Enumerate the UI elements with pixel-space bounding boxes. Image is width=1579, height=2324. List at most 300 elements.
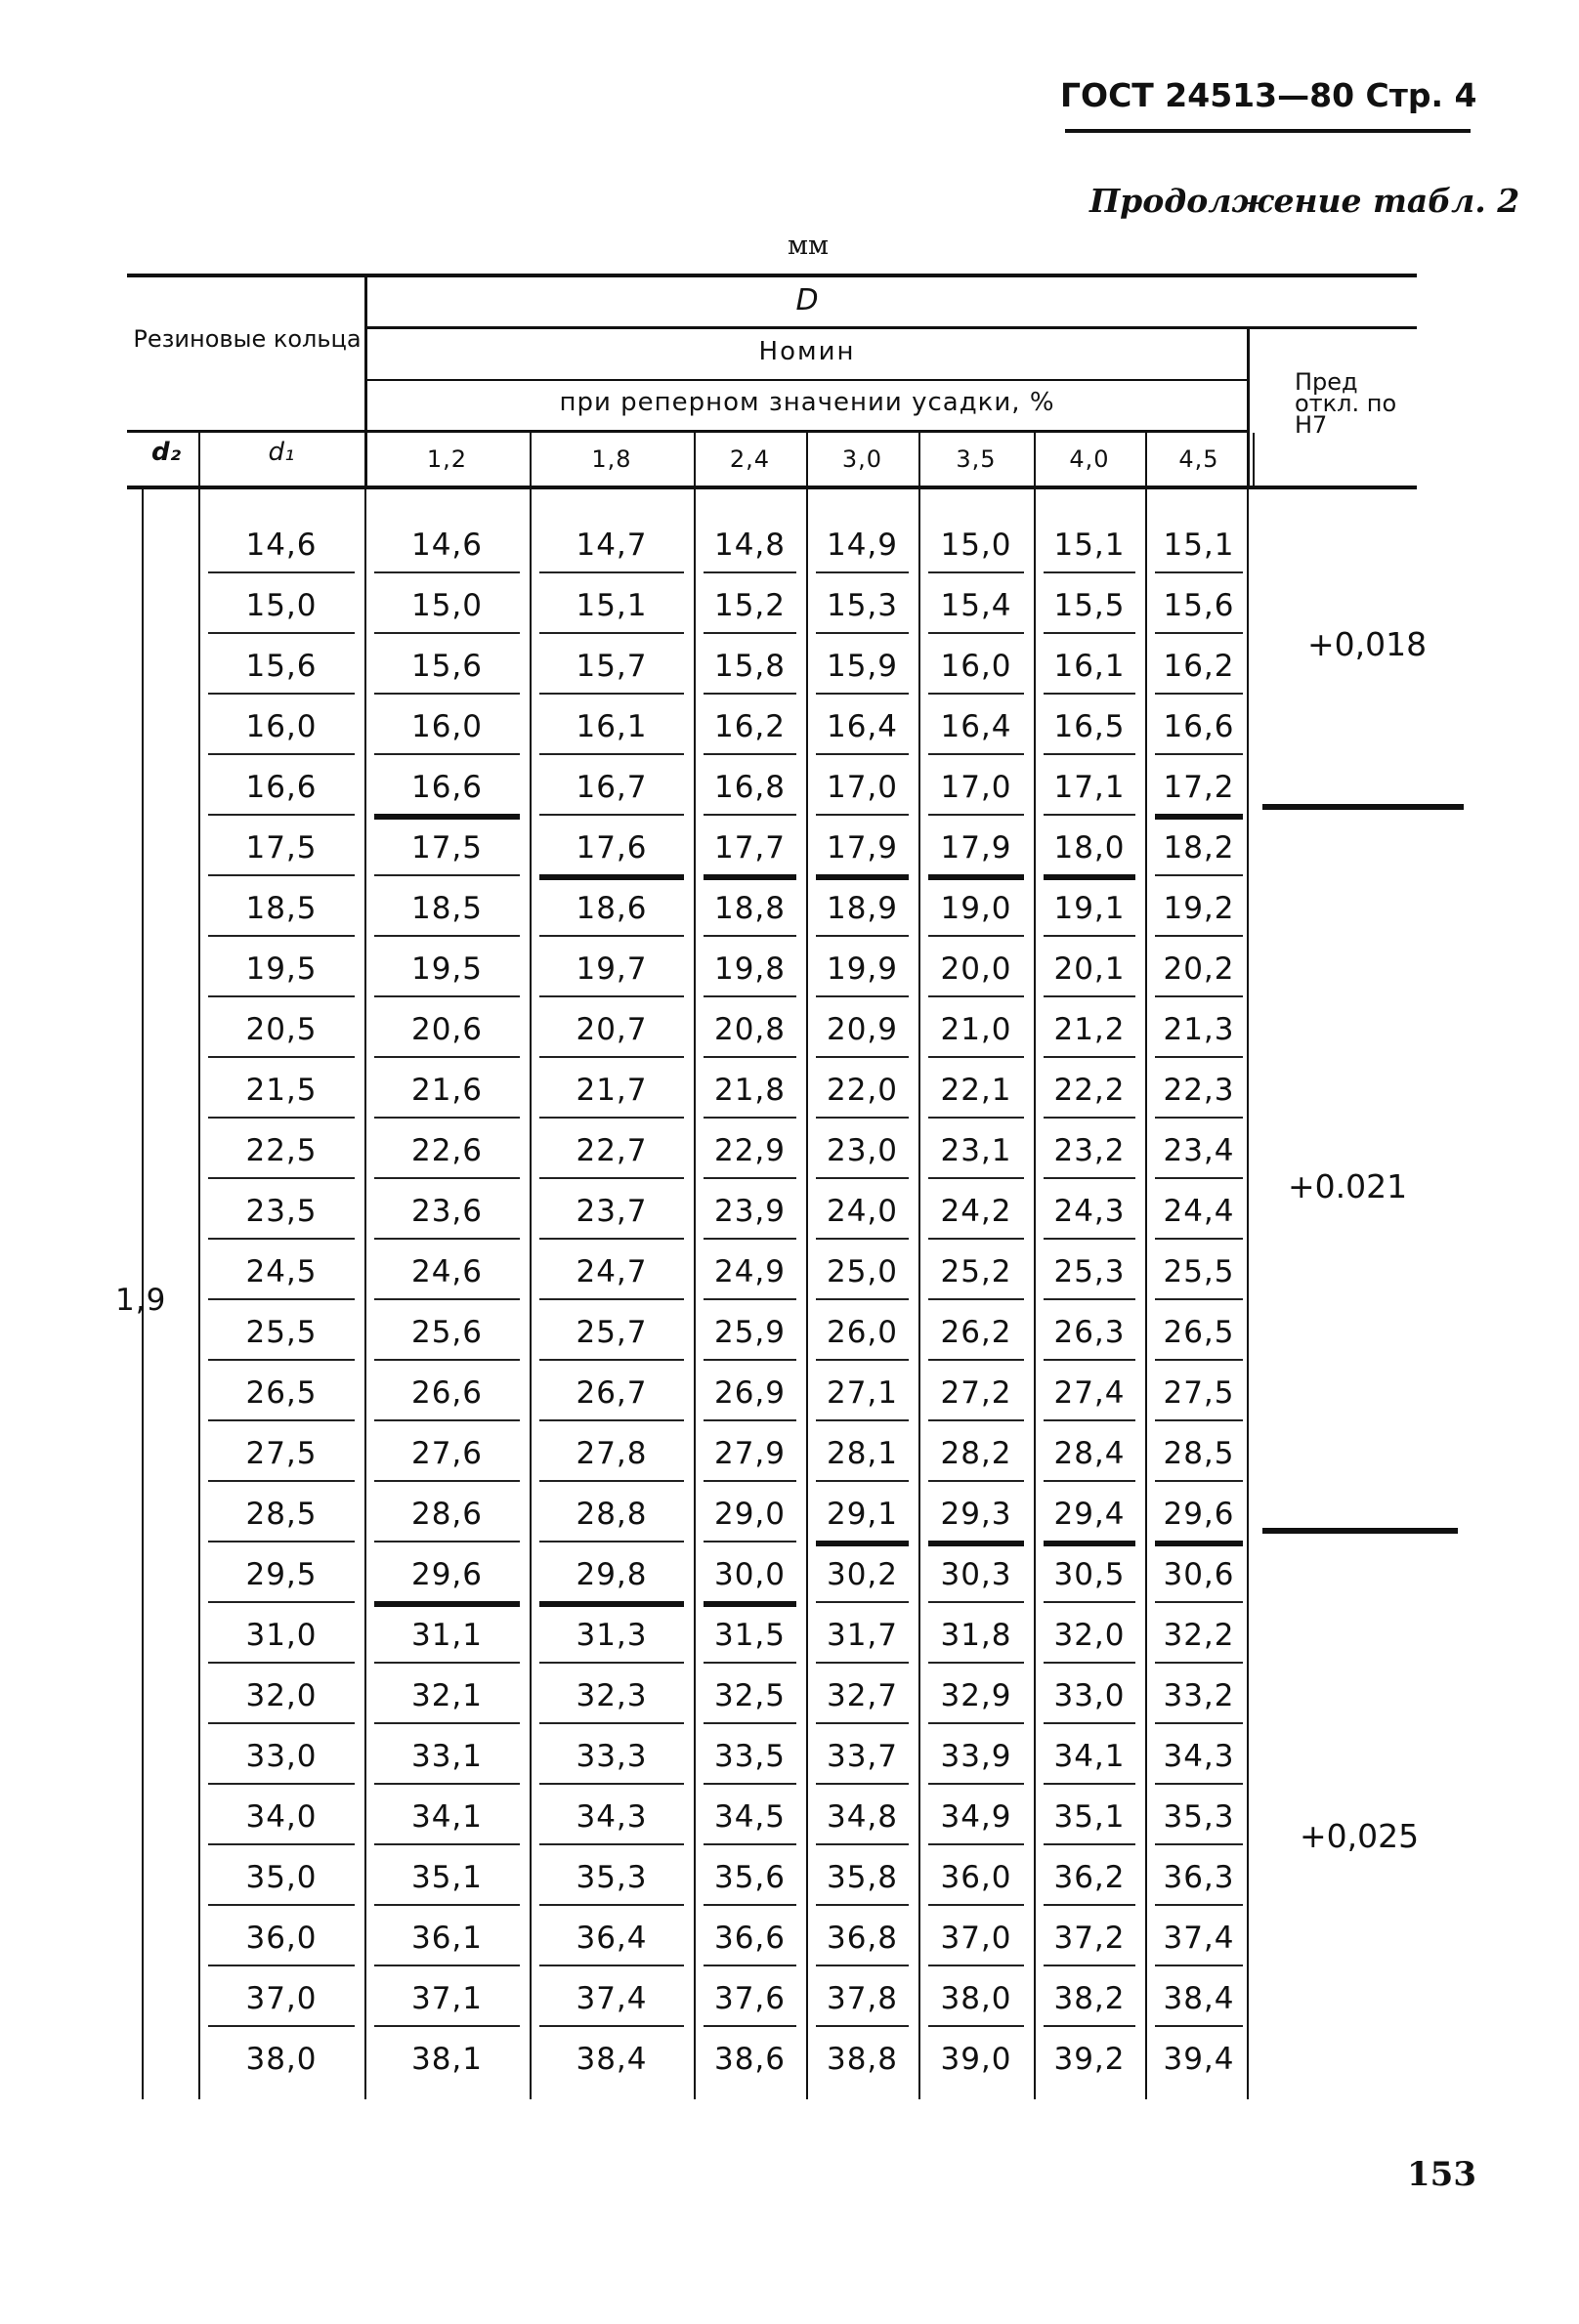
nominal-D-value: 15,1 <box>576 588 648 623</box>
nominal-D-value: 30,6 <box>1163 1557 1235 1592</box>
cell-underline <box>1155 1419 1243 1421</box>
cell-underline <box>208 1056 355 1058</box>
cell-underline <box>208 1904 355 1906</box>
nominal-D-value: 24,4 <box>1163 1194 1235 1229</box>
cell-underline <box>539 693 684 695</box>
nominal-D-value: 24,6 <box>410 1254 484 1289</box>
cell-underline <box>928 1601 1024 1603</box>
d1-value: 14,6 <box>245 528 318 563</box>
nominal-D-value: 33,1 <box>410 1739 484 1774</box>
nominal-D-value: 37,6 <box>713 1981 787 2016</box>
nominal-D-value: 38,2 <box>1053 1981 1126 2016</box>
nominal-D-value: 14,7 <box>576 528 648 563</box>
nominal-D-value: 24,3 <box>1053 1194 1126 1229</box>
cell-underline <box>704 693 796 695</box>
cell-underline <box>816 814 909 816</box>
d1-value: 35,0 <box>245 1860 318 1895</box>
shrinkage-header-7: 4,5 <box>1178 445 1219 473</box>
nominal-D-value: 24,2 <box>940 1194 1012 1229</box>
nominal-D-value: 32,9 <box>940 1678 1012 1713</box>
d1-value: 27,5 <box>245 1436 318 1471</box>
cell-underline <box>816 1601 909 1603</box>
nominal-D-value: 16,4 <box>940 709 1012 744</box>
cell-underline <box>704 995 796 997</box>
cell-underline <box>374 1117 520 1119</box>
cell-underline <box>374 1965 520 1966</box>
nominal-D-value: 16,0 <box>410 709 484 744</box>
nominal-D-value: 23,4 <box>1163 1133 1235 1168</box>
cell-underline <box>1044 1843 1135 1845</box>
nominal-D-value: 16,6 <box>1163 709 1235 744</box>
nominal-D-value: 30,2 <box>826 1557 899 1592</box>
nominal-D-value: 18,6 <box>576 891 648 926</box>
nominal-D-value: 25,5 <box>1163 1254 1235 1289</box>
cell-underline <box>208 1177 355 1179</box>
nominal-D-value: 29,0 <box>713 1497 787 1532</box>
nominal-D-value: 28,4 <box>1053 1436 1126 1471</box>
cell-underline <box>539 1056 684 1058</box>
nominal-D-value: 19,8 <box>713 951 787 987</box>
cell-underline <box>374 1359 520 1361</box>
nominal-D-value: 17,0 <box>940 770 1012 805</box>
nominal-D-value: 27,1 <box>826 1375 899 1411</box>
nominal-D-value: 22,7 <box>576 1133 648 1168</box>
nominal-D-value: 29,3 <box>940 1497 1012 1532</box>
nominal-D-value: 36,3 <box>1163 1860 1235 1895</box>
cell-underline <box>928 1177 1024 1179</box>
nominal-D-value: 25,3 <box>1053 1254 1126 1289</box>
nominal-D-value: 27,8 <box>576 1436 648 1471</box>
nominal-D-value: 26,2 <box>940 1315 1012 1350</box>
column-divider <box>1253 433 1255 486</box>
cell-underline <box>208 1541 355 1542</box>
cell-underline <box>208 1117 355 1119</box>
cell-underline <box>1044 1117 1135 1119</box>
cell-underline <box>704 1541 796 1542</box>
cell-underline <box>539 571 684 573</box>
cell-underline <box>539 1359 684 1361</box>
nominal-D-value: 18,0 <box>1053 830 1126 866</box>
cell-underline <box>1044 1480 1135 1482</box>
cell-underline <box>704 1238 796 1240</box>
cell-underline <box>1155 632 1243 634</box>
page-number: 153 <box>1407 2155 1476 2194</box>
cell-underline <box>704 1056 796 1058</box>
cell-underline <box>928 1480 1024 1482</box>
header-D-rule <box>367 326 1417 329</box>
cell-underline <box>1044 753 1135 755</box>
nominal-D-value: 20,0 <box>940 951 1012 987</box>
cell-underline <box>928 753 1024 755</box>
cell-underline <box>928 1056 1024 1058</box>
d1-value: 24,5 <box>245 1254 318 1289</box>
shrinkage-header-1: 1,2 <box>426 445 468 473</box>
nominal-D-value: 21,2 <box>1053 1012 1126 1047</box>
nominal-D-value: 19,5 <box>410 951 484 987</box>
nominal-D-value: 38,1 <box>410 2042 484 2077</box>
cell-underline <box>928 1238 1024 1240</box>
nominal-D-value: 36,8 <box>826 1921 899 1956</box>
cell-underline <box>374 1722 520 1724</box>
cell-underline <box>539 1541 684 1542</box>
cell-underline <box>816 1965 909 1966</box>
cell-underline <box>1155 995 1243 997</box>
nominal-D-value: 17,5 <box>410 830 484 866</box>
cell-underline <box>208 874 355 876</box>
cell-underline <box>539 1419 684 1421</box>
nominal-D-value: 33,0 <box>1053 1678 1126 1713</box>
cell-underline <box>704 632 796 634</box>
nominal-D-value: 26,3 <box>1053 1315 1126 1350</box>
nominal-D-value: 20,1 <box>1053 951 1126 987</box>
cell-underline <box>704 935 796 937</box>
d1-value: 26,5 <box>245 1375 318 1411</box>
cell-underline <box>208 1843 355 1845</box>
nominal-D-value: 26,7 <box>576 1375 648 1411</box>
nominal-D-value: 19,1 <box>1053 891 1126 926</box>
cell-underline <box>816 1117 909 1119</box>
cell-underline <box>208 571 355 573</box>
cell-underline <box>374 1238 520 1240</box>
nominal-D-value: 33,2 <box>1163 1678 1235 1713</box>
nominal-D-value: 38,6 <box>713 2042 787 2077</box>
nominal-D-value: 35,3 <box>1163 1799 1235 1835</box>
cell-underline <box>704 1662 796 1664</box>
cell-underline <box>1044 1722 1135 1724</box>
nominal-D-value: 21,3 <box>1163 1012 1235 1047</box>
cell-underline <box>374 571 520 573</box>
nominal-D-value: 36,4 <box>576 1921 648 1956</box>
nominal-D-value: 15,1 <box>1053 528 1126 563</box>
d1-value: 18,5 <box>245 891 318 926</box>
tolerance-caption: Пред откл. по H7 <box>1295 368 1397 439</box>
cell-underline <box>1044 693 1135 695</box>
nominal-D-value: 32,5 <box>713 1678 787 1713</box>
nominal-D-value: 35,8 <box>826 1860 899 1895</box>
nominal-D-value: 21,8 <box>713 1073 787 1108</box>
nominal-D-value: 34,1 <box>1053 1739 1126 1774</box>
nominal-D-value: 18,8 <box>713 891 787 926</box>
column-divider <box>1145 433 1147 2099</box>
nominal-D-value: 16,4 <box>826 709 899 744</box>
nominal-D-value: 29,6 <box>1163 1497 1235 1532</box>
header-nominal-rule <box>367 379 1247 381</box>
nominal-D-value: 30,0 <box>713 1557 787 1592</box>
nominal-D-value: 22,6 <box>410 1133 484 1168</box>
nominal-D-value: 27,5 <box>1163 1375 1235 1411</box>
nominal-D-value: 16,7 <box>576 770 648 805</box>
cell-underline <box>816 935 909 937</box>
cell-underline <box>539 1117 684 1119</box>
cell-underline <box>208 1783 355 1785</box>
nominal-D-value: 22,0 <box>826 1073 899 1108</box>
nominal-D-value: 32,3 <box>576 1678 648 1713</box>
d1-caption: d₁ <box>268 438 295 467</box>
cell-underline <box>374 995 520 997</box>
cell-underline <box>539 1480 684 1482</box>
cell-underline <box>539 1238 684 1240</box>
cell-underline <box>1044 814 1135 816</box>
column-divider <box>1034 433 1036 2099</box>
cell-underline <box>928 1117 1024 1119</box>
nominal-D-value: 18,5 <box>410 891 484 926</box>
cell-underline <box>816 1238 909 1240</box>
cell-underline <box>704 571 796 573</box>
cell-underline <box>208 693 355 695</box>
d1-value: 22,5 <box>245 1133 318 1168</box>
cell-underline <box>816 2025 909 2027</box>
table-continuation-title: Продолжение табл. 2 <box>1089 182 1520 220</box>
cell-underline <box>816 995 909 997</box>
cell-underline <box>1155 1662 1243 1664</box>
cell-underline <box>928 571 1024 573</box>
column-divider <box>364 433 366 2099</box>
nominal-D-value: 15,4 <box>940 588 1012 623</box>
d1-value: 20,5 <box>245 1012 318 1047</box>
cell-underline <box>374 1662 520 1664</box>
cell-underline <box>208 1601 355 1603</box>
cell-underline <box>539 1783 684 1785</box>
nominal-D-value: 32,2 <box>1163 1618 1235 1653</box>
nominal-D-value: 28,5 <box>1163 1436 1235 1471</box>
cell-underline <box>1155 2025 1243 2027</box>
nominal-D-value: 14,9 <box>826 528 899 563</box>
d1-value: 29,5 <box>245 1557 318 1592</box>
d1-value: 15,0 <box>245 588 318 623</box>
cell-underline <box>928 1843 1024 1845</box>
cell-underline <box>928 693 1024 695</box>
nominal-D-value: 20,7 <box>576 1012 648 1047</box>
nominal-D-value: 22,2 <box>1053 1073 1126 1108</box>
d2-value: 1,9 <box>115 1283 167 1318</box>
tolerance-separator-1 <box>1262 804 1464 810</box>
nominal-D-value: 33,5 <box>713 1739 787 1774</box>
cell-underline <box>374 1298 520 1300</box>
nominal-D-value: 20,6 <box>410 1012 484 1047</box>
nominal-D-value: 27,2 <box>940 1375 1012 1411</box>
nominal-D-value: 33,9 <box>940 1739 1012 1774</box>
cell-underline <box>1155 1904 1243 1906</box>
rings-caption: Резиновые кольца <box>133 325 362 353</box>
cell-underline <box>539 1904 684 1906</box>
cell-underline <box>1155 753 1243 755</box>
nominal-D-value: 34,1 <box>410 1799 484 1835</box>
nominal-D-value: 29,1 <box>826 1497 899 1532</box>
nominal-D-value: 25,6 <box>410 1315 484 1350</box>
cell-underline <box>539 1177 684 1179</box>
d1-value: 16,0 <box>245 709 318 744</box>
d1-value: 21,5 <box>245 1073 318 1108</box>
nominal-D-value: 23,7 <box>576 1194 648 1229</box>
nominal-D-value: 37,2 <box>1053 1921 1126 1956</box>
nominal-D-value: 23,6 <box>410 1194 484 1229</box>
cell-underline <box>1155 1965 1243 1966</box>
cell-underline <box>374 2025 520 2027</box>
cell-underline <box>374 1480 520 1482</box>
nominal-D-value: 26,6 <box>410 1375 484 1411</box>
d1-value: 32,0 <box>245 1678 318 1713</box>
d1-value: 15,6 <box>245 649 318 684</box>
cell-underline <box>704 1177 796 1179</box>
nominal-D-value: 28,6 <box>410 1497 484 1532</box>
cell-underline <box>1155 935 1243 937</box>
nominal-D-value: 19,0 <box>940 891 1012 926</box>
cell-underline <box>1044 1965 1135 1966</box>
nominal-D-value: 16,1 <box>576 709 648 744</box>
cell-underline <box>1155 1056 1243 1058</box>
cell-underline <box>704 1298 796 1300</box>
d1-value: 23,5 <box>245 1194 318 1229</box>
cell-underline <box>928 1298 1024 1300</box>
cell-underline <box>816 1783 909 1785</box>
d1-value: 37,0 <box>245 1981 318 2016</box>
cell-underline <box>539 632 684 634</box>
nominal-D-value: 17,0 <box>826 770 899 805</box>
nominal-D-value: 38,4 <box>1163 1981 1235 2016</box>
nominal-D-value: 33,7 <box>826 1739 899 1774</box>
header-underline <box>1065 129 1471 133</box>
unit-label: мм <box>788 231 830 261</box>
nominal-D-value: 36,1 <box>410 1921 484 1956</box>
nominal-D-value: 17,1 <box>1053 770 1126 805</box>
cell-underline <box>374 1056 520 1058</box>
cell-underline <box>374 1843 520 1845</box>
column-divider <box>806 433 808 2099</box>
cell-underline <box>1044 1783 1135 1785</box>
cell-underline <box>1155 1480 1243 1482</box>
cell-underline <box>816 571 909 573</box>
nominal-D-value: 17,9 <box>826 830 899 866</box>
table-top-rule <box>127 274 1417 277</box>
cell-underline <box>208 1480 355 1482</box>
cell-underline <box>374 1419 520 1421</box>
d1-value: 28,5 <box>245 1497 318 1532</box>
cell-underline <box>1044 1177 1135 1179</box>
nominal-D-value: 15,3 <box>826 588 899 623</box>
nominal-D-value: 20,2 <box>1163 951 1235 987</box>
cell-underline <box>208 2025 355 2027</box>
nominal-D-value: 15,8 <box>713 649 787 684</box>
column-divider <box>530 433 532 2099</box>
nominal-D-value: 37,1 <box>410 1981 484 2016</box>
cell-underline <box>816 1904 909 1906</box>
cell-underline <box>704 2025 796 2027</box>
cell-underline <box>816 1662 909 1664</box>
cell-underline <box>1155 1238 1243 1240</box>
cell-underline <box>208 1722 355 1724</box>
cell-underline <box>928 814 1024 816</box>
cell-underline <box>1044 1359 1135 1361</box>
cell-underline <box>1044 1298 1135 1300</box>
cell-underline <box>539 995 684 997</box>
cell-underline <box>816 1056 909 1058</box>
nominal-D-value: 16,2 <box>713 709 787 744</box>
cell-underline <box>928 995 1024 997</box>
cell-underline <box>1155 1601 1243 1603</box>
cell-underline <box>816 1359 909 1361</box>
nominal-D-value: 26,5 <box>1163 1315 1235 1350</box>
cell-underline <box>1044 1056 1135 1058</box>
nominal-D-value: 31,5 <box>713 1618 787 1653</box>
cell-underline <box>208 995 355 997</box>
nominal-D-value: 37,4 <box>576 1981 648 2016</box>
nominal-D-value: 39,2 <box>1053 2042 1126 2077</box>
cell-underline <box>208 1298 355 1300</box>
tolerance-value-1: +0,018 <box>1307 625 1428 663</box>
header-shrinkage-rule <box>127 430 1247 433</box>
nominal-D-value: 31,8 <box>940 1618 1012 1653</box>
nominal-D-value: 22,9 <box>713 1133 787 1168</box>
cell-underline <box>928 1419 1024 1421</box>
shrinkage-header-5: 3,5 <box>956 445 997 473</box>
cell-underline <box>1044 935 1135 937</box>
cell-underline <box>539 1722 684 1724</box>
nominal-D-value: 15,6 <box>410 649 484 684</box>
nominal-D-value: 16,1 <box>1053 649 1126 684</box>
cell-underline <box>374 753 520 755</box>
nominal-D-value: 14,8 <box>713 528 787 563</box>
nominal-D-value: 20,9 <box>826 1012 899 1047</box>
nominal-D-value: 15,0 <box>940 528 1012 563</box>
nominal-D-value: 19,9 <box>826 951 899 987</box>
cell-underline <box>1044 1419 1135 1421</box>
cell-underline <box>928 1662 1024 1664</box>
column-divider <box>918 433 920 2099</box>
d1-value: 17,5 <box>245 830 318 866</box>
cell-underline <box>1155 571 1243 573</box>
cell-underline <box>208 1359 355 1361</box>
nominal-D-value: 36,6 <box>713 1921 787 1956</box>
cell-underline <box>928 1359 1024 1361</box>
cell-underline <box>704 1783 796 1785</box>
cell-underline <box>928 2025 1024 2027</box>
cell-underline <box>374 1177 520 1179</box>
nominal-D-value: 18,2 <box>1163 830 1235 866</box>
cell-underline <box>816 1480 909 1482</box>
cell-underline <box>539 2025 684 2027</box>
cell-underline <box>539 1298 684 1300</box>
nominal-D-value: 34,5 <box>713 1799 787 1835</box>
nominal-D-value: 35,3 <box>576 1860 648 1895</box>
cell-underline <box>816 632 909 634</box>
nominal-D-value: 28,1 <box>826 1436 899 1471</box>
cell-underline <box>1044 571 1135 573</box>
cell-underline <box>928 632 1024 634</box>
nominal-D-value: 36,0 <box>940 1860 1012 1895</box>
nominal-D-value: 30,5 <box>1053 1557 1126 1592</box>
cell-underline <box>208 814 355 816</box>
cell-underline <box>208 632 355 634</box>
nominal-D-value: 16,0 <box>940 649 1012 684</box>
cell-underline <box>208 935 355 937</box>
cell-underline <box>1044 1662 1135 1664</box>
nominal-D-value: 25,7 <box>576 1315 648 1350</box>
nominal-D-value: 37,4 <box>1163 1921 1235 1956</box>
cell-underline <box>374 874 520 876</box>
nominal-D-value: 21,0 <box>940 1012 1012 1047</box>
cell-underline <box>816 753 909 755</box>
nominal-D-value: 32,7 <box>826 1678 899 1713</box>
nominal-D-value: 29,4 <box>1053 1497 1126 1532</box>
cell-underline <box>1155 693 1243 695</box>
cell-underline <box>374 693 520 695</box>
nominal-D-value: 27,4 <box>1053 1375 1126 1411</box>
cell-underline <box>1044 2025 1135 2027</box>
cell-underline <box>539 935 684 937</box>
nominal-D-value: 36,2 <box>1053 1860 1126 1895</box>
d1-value: 38,0 <box>245 2042 318 2077</box>
cell-underline <box>374 1783 520 1785</box>
